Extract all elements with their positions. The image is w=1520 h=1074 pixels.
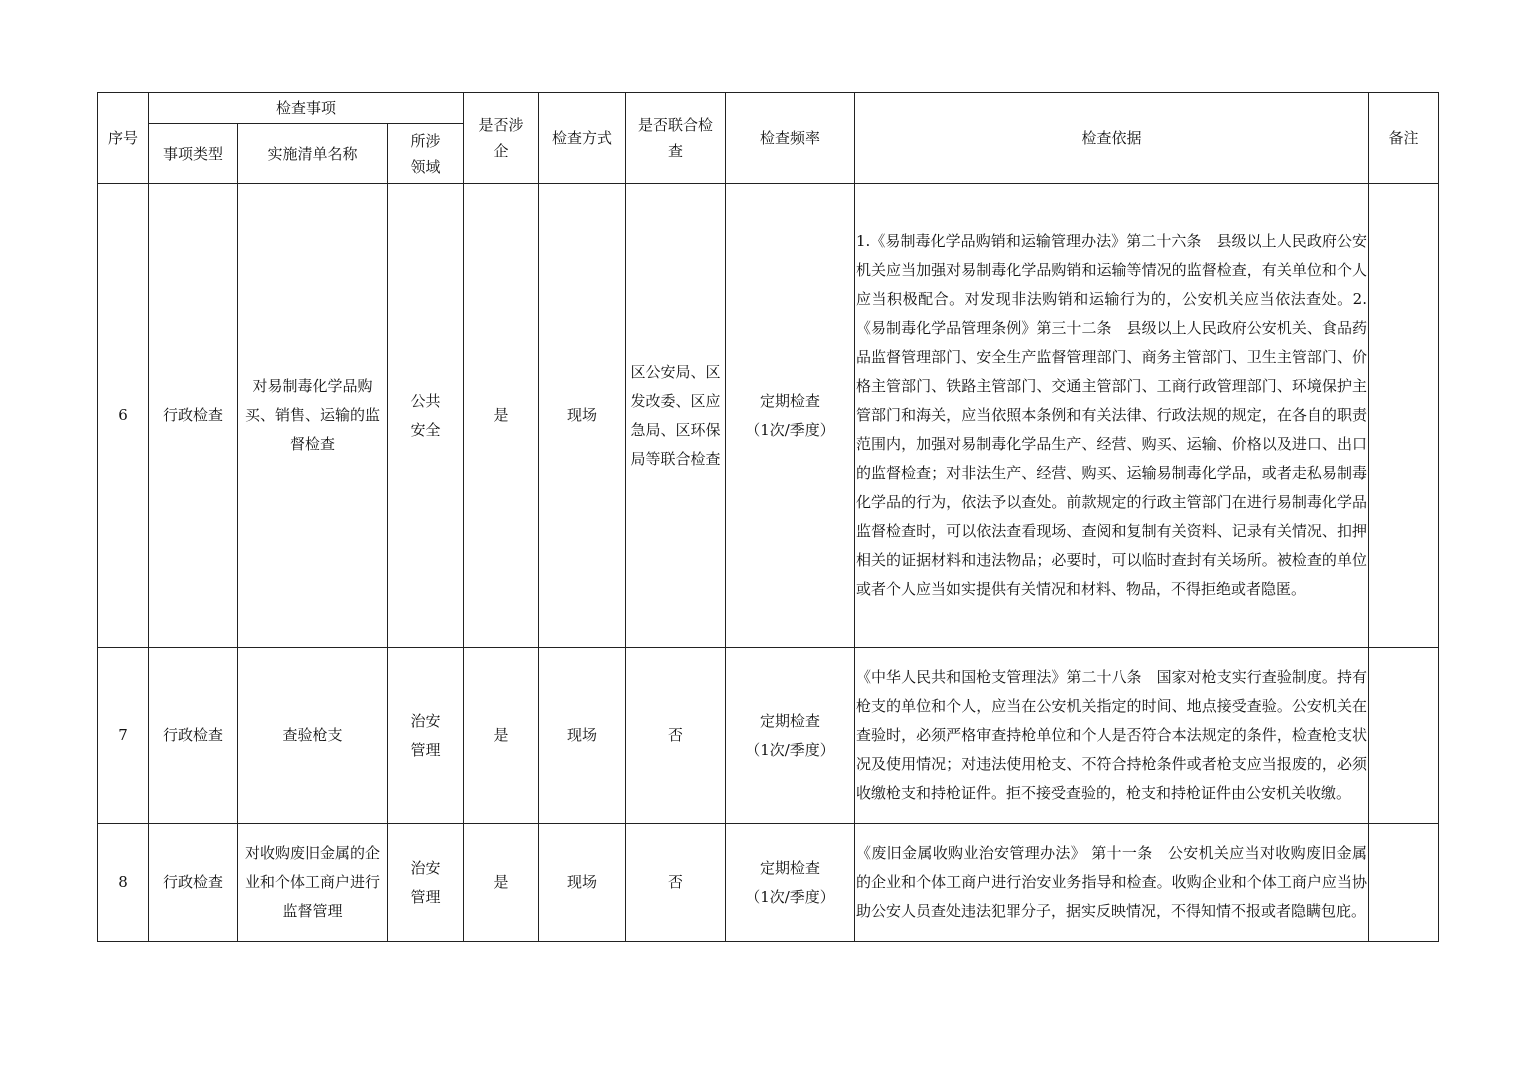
cell-method: 现场: [539, 824, 626, 942]
cell-item-type: 行政检查: [149, 648, 238, 824]
cell-method: 现场: [539, 184, 626, 648]
cell-frequency: [726, 184, 855, 648]
cell-method: 现场: [539, 648, 626, 824]
frequency-rate: （1次/季度）: [745, 887, 835, 906]
cell-basis: 《废旧金属收购业治安管理办法》 第十一条 公安机关应当对收购废旧金属的企业和个体工商户进行治安业务指导和检查。收购企业和个体工商户应当协助公安人员查处违法犯罪分子，据实反映情况，不得知情不报或者隐瞒包庇。: [855, 824, 1369, 942]
cell-domain-field: 治安管理: [388, 648, 464, 824]
header-list-name: 实施清单名称: [238, 124, 388, 184]
cell-frequency: [726, 648, 855, 824]
cell-joint: 否: [626, 824, 726, 942]
header-item-type: 事项类型: [149, 124, 238, 184]
header-check-item: 检查事项: [149, 93, 464, 124]
cell-remarks: [1369, 824, 1439, 942]
frequency-rate: （1次/季度）: [745, 420, 835, 439]
cell-list-name: 对收购废旧金属的企业和个体工商户进行监督管理: [238, 824, 388, 942]
header-frequency: 检查频率: [726, 93, 855, 184]
cell-list-name: 对易制毒化学品购买、销售、运输的监督检查: [238, 184, 388, 648]
cell-joint: 区公安局、区发改委、区应急局、区环保局等联合检查: [626, 184, 726, 648]
table-row: [98, 824, 1439, 942]
header-seq: 序号: [98, 93, 149, 184]
frequency-type: 定期检查: [759, 391, 820, 410]
header-domain-field: 所涉领域: [388, 124, 464, 184]
cell-remarks: [1369, 648, 1439, 824]
cell-domain-field: 治安管理: [388, 824, 464, 942]
header-involves-enterprise: 是否涉企: [464, 93, 539, 184]
frequency-type: 定期检查: [759, 858, 820, 877]
frequency-rate: （1次/季度）: [745, 740, 835, 759]
cell-seq: 6: [98, 184, 149, 648]
cell-remarks: [1369, 184, 1439, 648]
cell-involves-enterprise: 是: [464, 648, 539, 824]
cell-basis: 1.《易制毒化学品购销和运输管理办法》第二十六条 县级以上人民政府公安机关应当加强对易制毒化学品购销和运输等情况的监督检查，有关单位和个人应当积极配合。对发现非法购销和运输行为的，公安机关应当依法查处。2.《易制毒化学品管理条例》第三十二条 县级以上人民政府公安机关、食品药品监督管理部门、安全生产监督管理部门、商务主管部门、卫生主管部门、价格主管部门、铁路主管部门、交通主管部门、工商行政管理部门、环境保护主管部门和海关，应当依照本条例和有关法律、行政法规的规定，在各自的职责范围内，加强对易制毒化学品生产、经营、购买、运输、价格以及进口、出口的监督检查；对非法生产、经营、购买、运输易制毒化学品，或者走私易制毒化学品的行为，依法予以查处。前款规定的行政主管部门在进行易制毒化学品监督检查时，可以依法查看现场、查阅和复制有关资料、记录有关情况、扣押相关的证据材料和违法物品；必要时，可以临时查封有关场所。被检查的单位或者个人应当如实提供有关情况和材料、物品，不得拒绝或者隐匿。: [855, 184, 1369, 648]
cell-involves-enterprise: 是: [464, 184, 539, 648]
frequency-type: 定期检查: [759, 711, 820, 730]
inspection-table: [97, 92, 1439, 942]
cell-list-name: 查验枪支: [238, 648, 388, 824]
header-method: 检查方式: [539, 93, 626, 184]
cell-frequency: [726, 824, 855, 942]
cell-seq: 7: [98, 648, 149, 824]
cell-involves-enterprise: 是: [464, 824, 539, 942]
table-row: [98, 184, 1439, 648]
table-row: [98, 648, 1439, 824]
cell-basis: 《中华人民共和国枪支管理法》第二十八条 国家对枪支实行查验制度。持有枪支的单位和个人，应当在公安机关指定的时间、地点接受查验。公安机关在查验时，必须严格审查持枪单位和个人是否符合本法规定的条件，检查枪支状况及使用情况；对违法使用枪支、不符合持枪条件或者枪支应当报废的，必须收缴枪支和持枪证件。拒不接受查验的，枪支和持枪证件由公安机关收缴。: [855, 648, 1369, 824]
cell-item-type: 行政检查: [149, 824, 238, 942]
header-remarks: 备注: [1369, 93, 1439, 184]
header-joint: 是否联合检查: [626, 93, 726, 184]
header-basis: 检查依据: [855, 93, 1369, 184]
cell-joint: 否: [626, 648, 726, 824]
cell-seq: 8: [98, 824, 149, 942]
cell-item-type: 行政检查: [149, 184, 238, 648]
cell-domain-field: 公共安全: [388, 184, 464, 648]
